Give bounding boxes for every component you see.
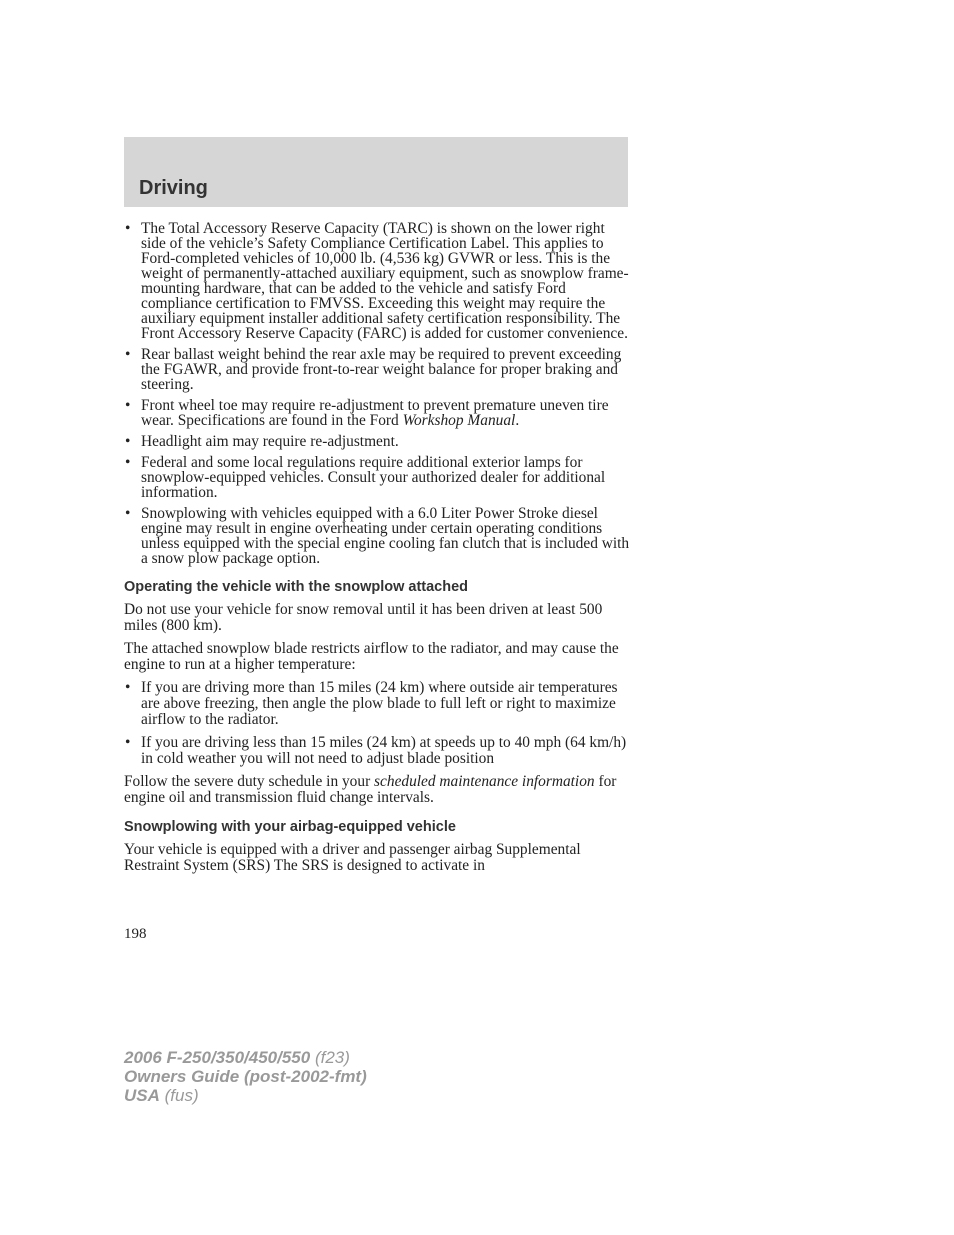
page-content bbox=[124, 221, 630, 881]
list-item bbox=[124, 434, 630, 449]
chapter-title: Driving bbox=[139, 177, 208, 199]
paragraph: Do not use your vehicle for snow removal until it has been driven at least 500 miles (800 km). bbox=[124, 601, 603, 634]
footer-market-code: (fus) bbox=[159, 1086, 199, 1105]
bullet-icon: • bbox=[125, 734, 131, 751]
list-item bbox=[124, 735, 630, 767]
bullet-icon: • bbox=[125, 433, 131, 450]
list-item bbox=[124, 398, 630, 428]
list-item bbox=[124, 506, 630, 566]
footer-market: USA bbox=[124, 1086, 160, 1105]
list-item-text: The Total Accessory Reserve Capacity (TARC) is shown on the lower right side of the vehicle’s Safety Compliance Certification Label. This applies to Ford-completed vehicles of 10,000 lb. (4,536 kg) GVWR or less. This is the weight of permanently-attached auxiliary equipment, such as snowplow frame-mounting hardware, that can be added to the vehicle and satisfy Ford compliance certification to FMVSS. Exceeding this weight may require the auxiliary equipment installer additional safety certification responsibility. The Front Accessory Reserve Capacity (FARC) is added for customer convenience. bbox=[141, 220, 629, 342]
footer-line-model bbox=[124, 1048, 367, 1067]
bullet-icon: • bbox=[125, 220, 131, 237]
document-footer bbox=[124, 1048, 367, 1105]
footer-model: 2006 F-250/350/450/550 bbox=[124, 1048, 311, 1067]
list-item bbox=[124, 347, 630, 392]
list-item-text: If you are driving less than 15 miles (24 km) at speeds up to 40 mph (64 km/h) in cold weather you will not need to adjust blade position bbox=[141, 734, 627, 767]
list-item-text: Rear ballast weight behind the rear axle may be required to prevent exceeding the FGAWR, and provide front-to-rear weight balance for proper braking and steering. bbox=[141, 346, 622, 393]
paragraph-text: Follow the severe duty schedule in your bbox=[124, 773, 375, 790]
list-item-text: Snowplowing with vehicles equipped with a 6.0 Liter Power Stroke diesel engine may result in engine overheating under certain operating conditions unless equipped with the special engine cooling fan clutch that is included with a snow plow package option. bbox=[141, 505, 630, 567]
airflow-list bbox=[124, 680, 630, 767]
bullet-icon: • bbox=[125, 346, 131, 363]
page-number: 198 bbox=[124, 926, 147, 942]
paragraph: Your vehicle is equipped with a driver and passenger airbag Supplemental Restraint System (SRS) The SRS is designed to activate in bbox=[124, 841, 581, 874]
section-heading: Operating the vehicle with the snowplow attached bbox=[124, 579, 469, 595]
list-item bbox=[124, 680, 630, 728]
list-item-text: Front wheel toe may require re-adjustment to prevent premature uneven tire wear. Specifications are found in the Ford bbox=[141, 397, 609, 429]
paragraph: The attached snowplow blade restricts airflow to the radiator, and may cause the engine to run at a higher temperature: bbox=[124, 640, 619, 673]
section-heading: Snowplowing with your airbag-equipped vehicle bbox=[124, 819, 456, 835]
list-item bbox=[124, 455, 630, 500]
footer-line-market bbox=[124, 1086, 367, 1105]
list-item-text: If you are driving more than 15 miles (24 km) where outside air temperatures are above freezing, then angle the plow blade to full left or right to maximize airflow to the radiator. bbox=[141, 679, 618, 728]
bullet-icon: • bbox=[125, 505, 131, 522]
list-item-text: Federal and some local regulations require additional exterior lamps for snowplow-equipped vehicles. Consult your authorized dealer for additional information. bbox=[141, 454, 606, 501]
bullet-icon: • bbox=[125, 679, 131, 696]
footer-guide: Owners Guide (post-2002-fmt) bbox=[124, 1067, 367, 1086]
list-item-text-end: . bbox=[515, 412, 520, 429]
considerations-list bbox=[124, 221, 630, 566]
bullet-icon: • bbox=[125, 454, 131, 471]
chapter-header bbox=[124, 137, 628, 207]
list-item bbox=[124, 221, 630, 341]
maintenance-reference: scheduled maintenance information bbox=[374, 773, 595, 790]
paragraph-text-end: for engine oil and transmission fluid change intervals. bbox=[124, 773, 617, 806]
footer-line-guide bbox=[124, 1067, 367, 1086]
bullet-icon: • bbox=[125, 397, 131, 414]
workshop-manual-reference: Workshop Manual bbox=[402, 412, 516, 429]
list-item-text: Headlight aim may require re-adjustment. bbox=[141, 433, 399, 450]
footer-model-code: (f23) bbox=[310, 1048, 350, 1067]
paragraph bbox=[124, 774, 630, 806]
